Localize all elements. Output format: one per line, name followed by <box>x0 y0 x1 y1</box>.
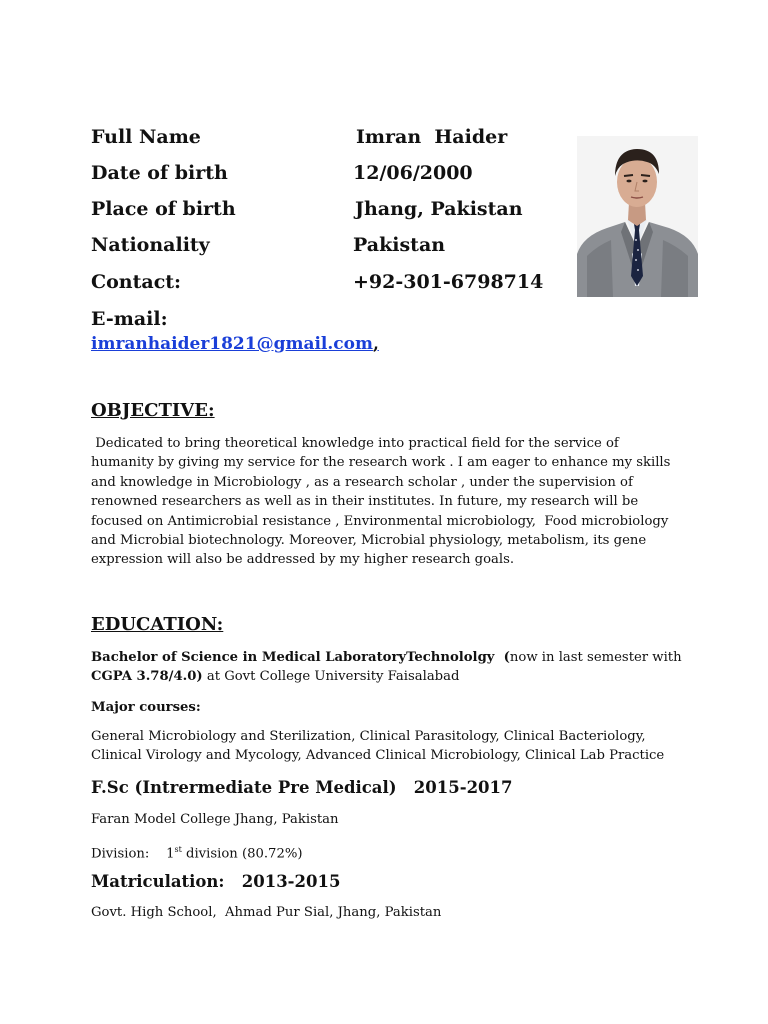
email-link[interactable]: imranhaider1821@gmail.com <box>91 334 373 354</box>
pob-row <box>91 197 523 221</box>
major-courses-label: Major courses: <box>91 700 201 715</box>
bs-status: now in last semester with <box>509 650 682 665</box>
division-label: Division: 1 <box>91 846 175 862</box>
full-name-value: Imran Haider <box>356 126 508 148</box>
bs-degree <box>91 648 685 687</box>
email-label: E-mail: <box>91 308 168 330</box>
bs-cgpa: CGPA 3.78/4.0) <box>91 669 203 685</box>
division-value: division (80.72%) <box>181 846 303 862</box>
education-heading: EDUCATION: <box>91 614 224 635</box>
pob-value: Jhang, Pakistan <box>355 198 523 220</box>
full-name-row <box>91 125 507 149</box>
objective-text: Dedicated to bring theoretical knowledge into practical field for the service of humanity by giving my service for the research work . I am eager to enhance my skills and knowledge in Microbiology , as a research scholar , under the supervision of renowned researchers as well as in their institutes. In future, my research will be focused on Antimicrobial resistance , Environmental microbiology, Food microbiology and Microbial biotechnology. Moreover, Microbial physiology, metabolism, its gene expression will also be addressed by my higher research goals. <box>91 436 675 568</box>
fsc-title: F.Sc (Intrermediate Pre Medical) 2015-2017 <box>91 778 513 797</box>
division <box>91 840 303 863</box>
objective-heading: OBJECTIVE: <box>91 400 215 421</box>
full-name-label: Full Name <box>91 126 201 148</box>
bs-title: Bachelor of Science in Medical LaboratoryTechnololgy ( <box>91 650 510 665</box>
profile-photo <box>577 136 698 297</box>
nationality-row <box>91 233 445 257</box>
email-link-wrap <box>91 333 379 355</box>
dob-label: Date of birth <box>91 162 228 184</box>
pob-label: Place of birth <box>91 198 236 220</box>
fsc-institute: Faran Model College Jhang, Pakistan <box>91 812 339 827</box>
major-courses: General Microbiology and Sterilization, Clinical Parasitology, Clinical Bacteriology, Clinical Virology and Mycology, Advanced Clinical Microbiology, Clinical Lab Practice <box>91 729 665 764</box>
bs-institute: at Govt College University Faisalabad <box>202 669 460 685</box>
email-row <box>91 307 353 331</box>
contact-row <box>91 270 543 294</box>
matric-title: Matriculation: 2013-2015 <box>91 872 341 891</box>
dob-value: 12/06/2000 <box>353 162 473 184</box>
nationality-value: Pakistan <box>353 234 446 256</box>
contact-label: Contact: <box>91 271 182 293</box>
matric-institute: Govt. High School, Ahmad Pur Sial, Jhang, Pakistan <box>91 905 442 920</box>
nationality-label: Nationality <box>91 234 210 256</box>
division-sup: st <box>174 845 182 854</box>
contact-value: +92-301-6798714 <box>353 271 544 293</box>
dob-row <box>91 161 473 185</box>
email-suffix: , <box>373 334 379 354</box>
